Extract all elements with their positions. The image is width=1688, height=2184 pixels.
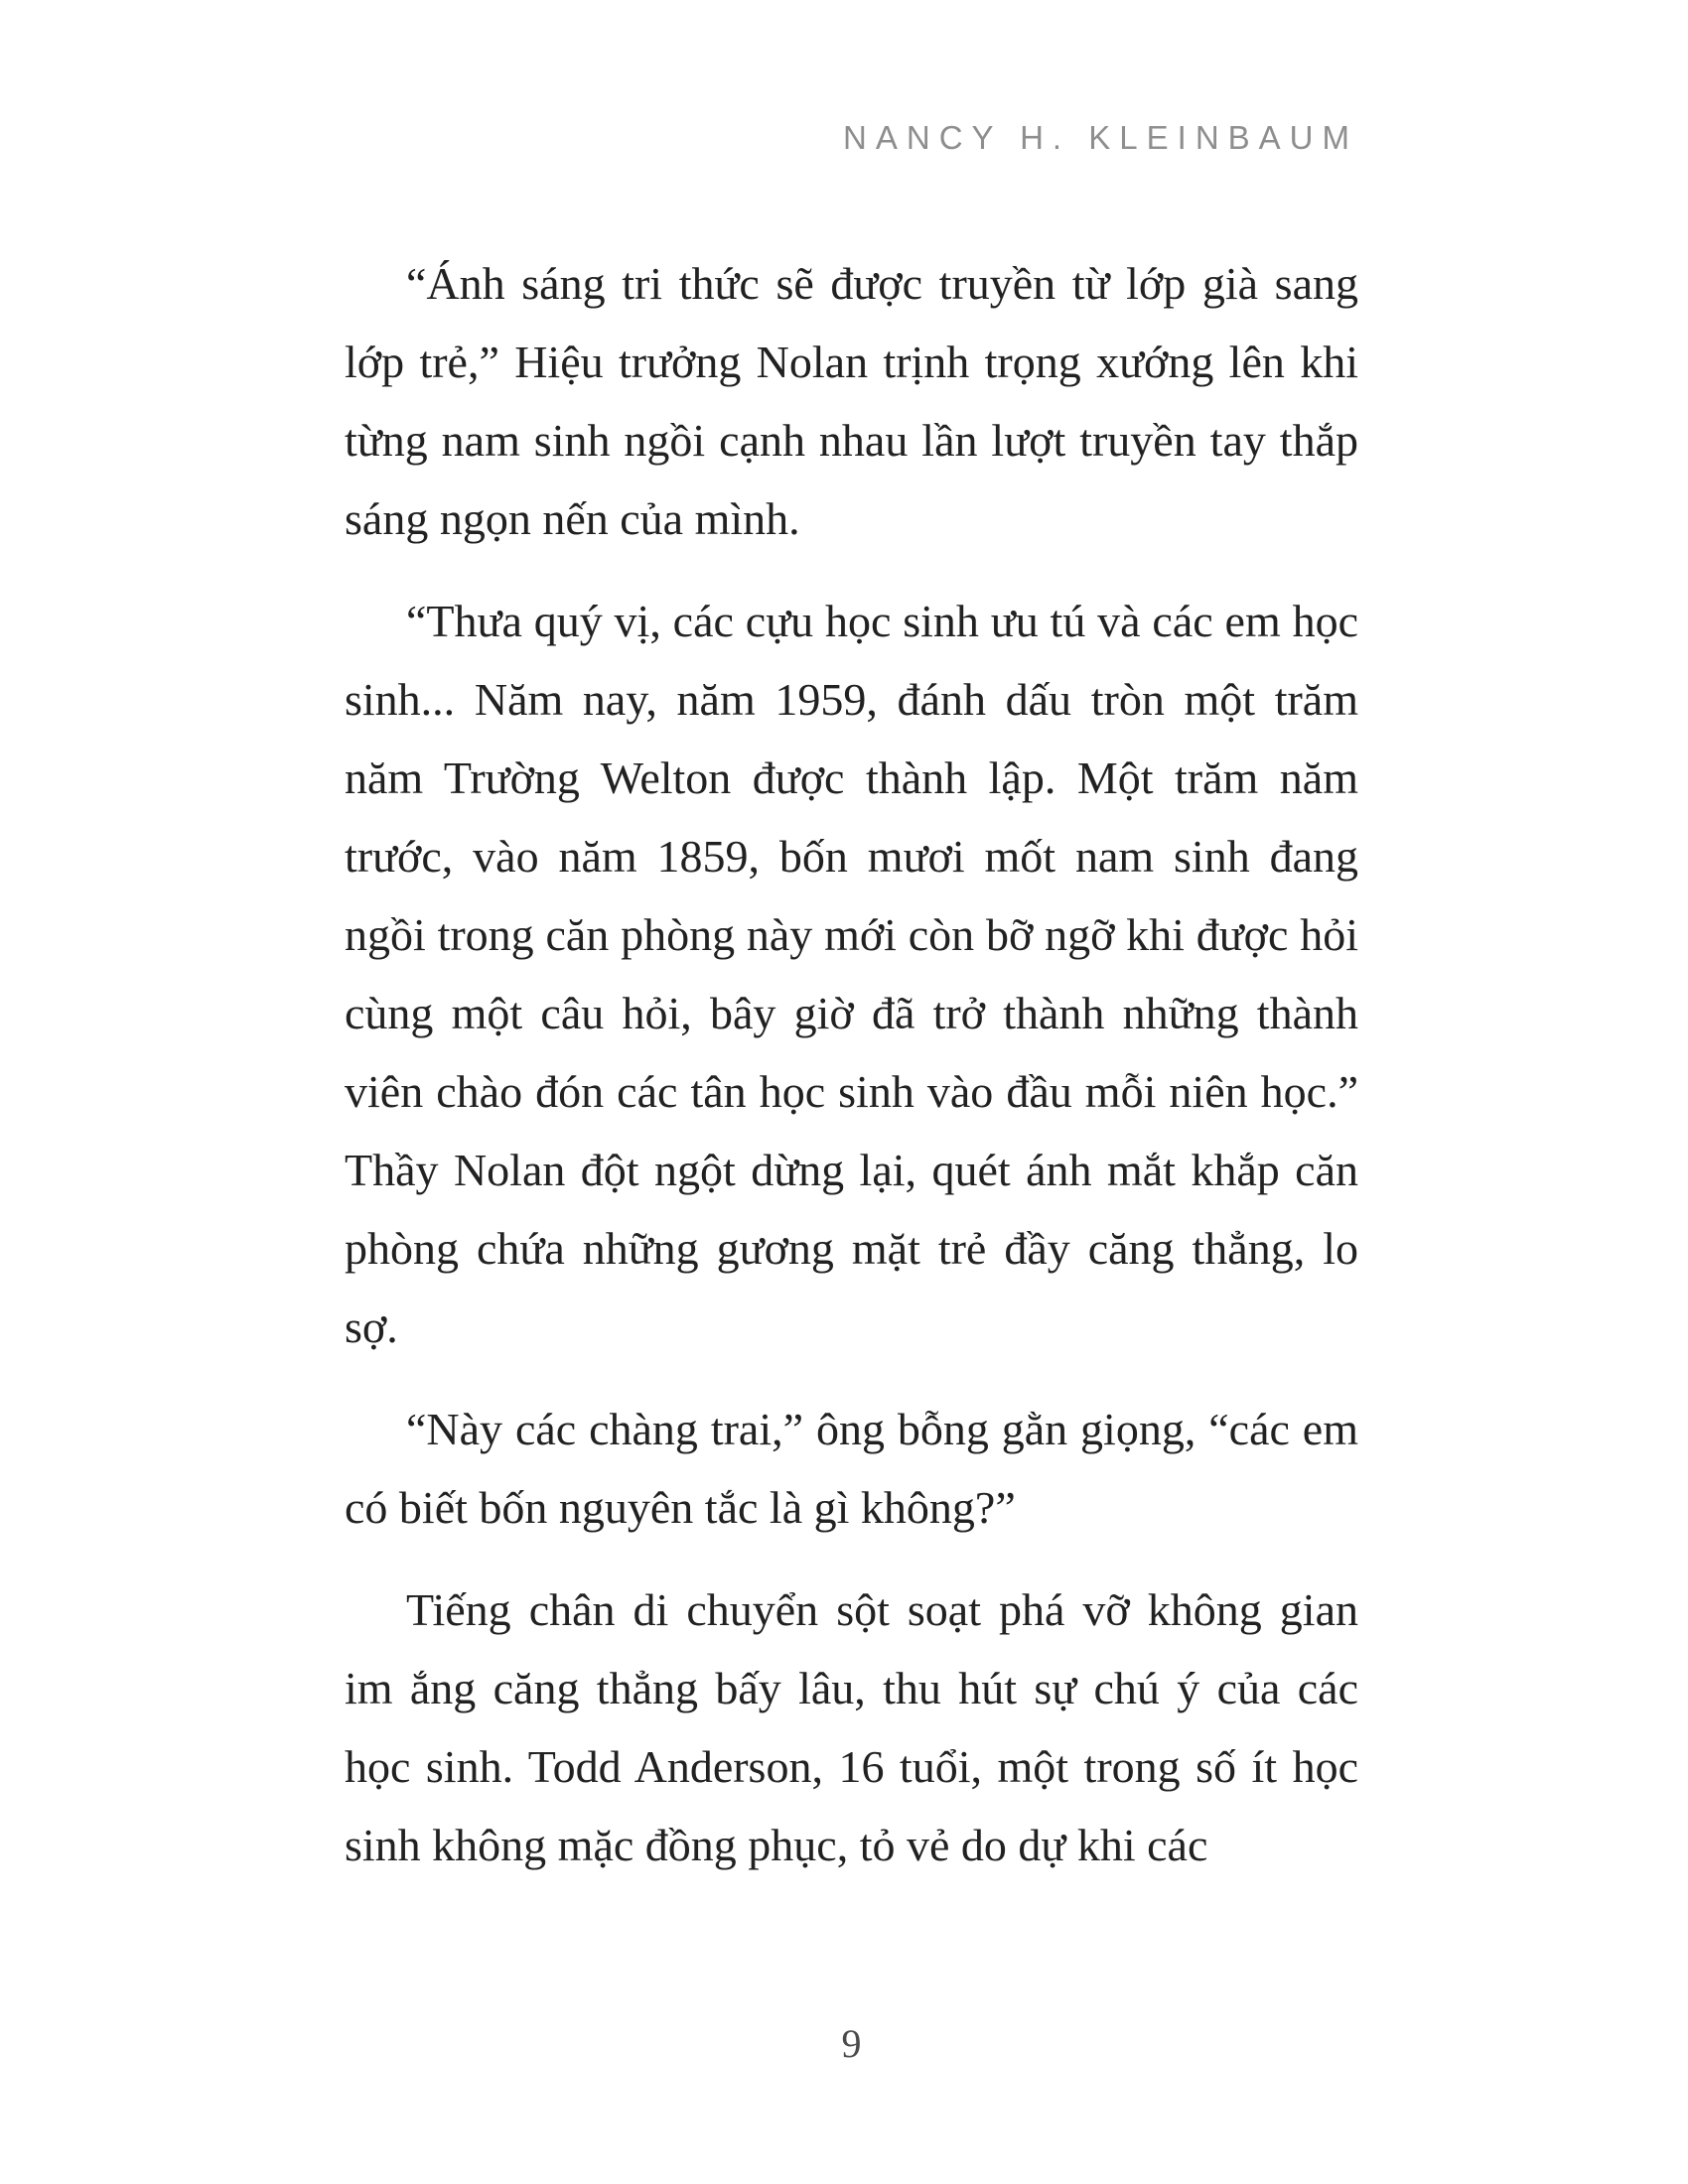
running-header-author: NANCY H. KLEINBAUM [843,119,1358,156]
paragraph: “Ánh sáng tri thức sẽ được truyền từ lớp già sang lớp trẻ,” Hiệu trưởng Nolan trịnh trọng xướng lên khi từng nam sinh ngồi cạnh nhau lần lượt truyền tay thắp sáng ngọn nến của mình. [345,258,1358,544]
paragraph: “Này các chàng trai,” ông bỗng gằn giọng, “các em có biết bốn nguyên tắc là gì không?” [345,1404,1358,1533]
page-number: 9 [841,2021,862,2066]
body-text [345,244,1358,1884]
paragraph: “Thưa quý vị, các cựu học sinh ưu tú và các em học sinh... Năm nay, năm 1959, đánh dấu tròn một trăm năm Trường Welton được thành lập. Một trăm năm trước, vào năm 1859, bốn mươi mốt nam sinh đang ngồi trong căn phòng này mới còn bỡ ngỡ khi được hỏi cùng một câu hỏi, bây giờ đã trở thành những thành viên chào đón các tân học sinh vào đầu mỗi niên học.” Thầy Nolan đột ngột dừng lại, quét ánh mắt khắp căn phòng chứa những gương mặt trẻ đầy căng thẳng, lo sợ. [345,596,1358,1352]
paragraph: Tiếng chân di chuyển sột soạt phá vỡ không gian im ắng căng thẳng bấy lâu, thu hút sự chú ý của các học sinh. Todd Anderson, 16 tuổi, một trong số ít học sinh không mặc đồng phục, tỏ vẻ do dự khi các [345,1584,1358,1870]
text-block [345,0,1358,1908]
